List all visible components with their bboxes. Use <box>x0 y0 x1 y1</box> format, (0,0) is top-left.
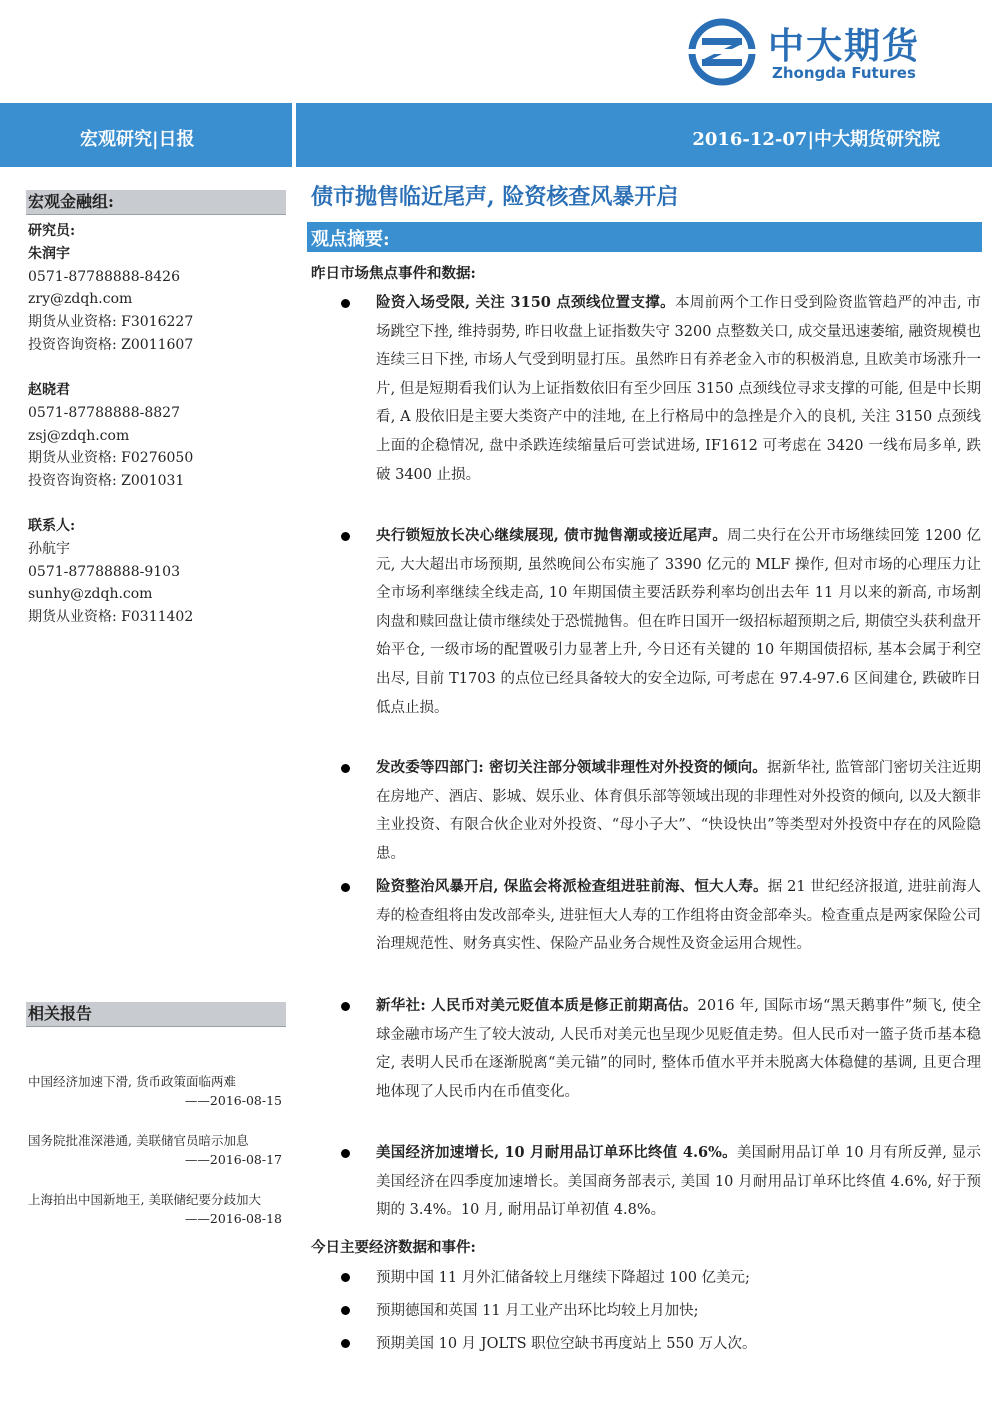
bullet-icon <box>341 1339 350 1348</box>
report-title: 债市抛售临近尾声, 险资核查风暴开启 <box>311 184 679 210</box>
summary-item <box>376 992 981 1106</box>
related-report-item[interactable] <box>28 1131 284 1169</box>
contact-1-futures-license: 期货从业资格: F0311402 <box>28 609 194 626</box>
researcher-1-name: 朱润宇 <box>28 245 70 262</box>
researcher-2-phone: 0571-87788888-8827 <box>28 404 180 421</box>
summary-item <box>376 522 981 722</box>
today-item: 预期美国 10 月 JOLTS 职位空缺书再度站上 550 万人次。 <box>376 1336 757 1352</box>
logo-text-cn: 中大期货 <box>768 26 921 67</box>
report-category: 宏观研究|日报 <box>80 129 195 150</box>
researcher-2-name: 赵晓君 <box>28 382 70 398</box>
bullet-icon <box>341 1002 350 1011</box>
researcher-1-email: zry@zdqh.com <box>28 291 133 308</box>
researcher-block <box>28 220 193 357</box>
bullet-icon <box>341 1306 350 1315</box>
bullet-icon <box>341 532 350 541</box>
contact-label: 联系人: <box>28 518 76 534</box>
header-band-left <box>0 103 292 167</box>
bullet-icon <box>341 1273 350 1282</box>
bullet-icon <box>341 1149 350 1158</box>
related-report-date: ——2016-08-17 <box>184 1152 282 1167</box>
section-heading-events: 昨日市场焦点事件和数据: <box>311 265 476 282</box>
researcher-label: 研究员: <box>28 223 76 239</box>
contact-1-phone: 0571-87788888-9103 <box>28 563 180 580</box>
contact-block <box>28 515 193 629</box>
bullet-icon <box>341 764 350 773</box>
contact-1-email: sunhy@zdqh.com <box>28 586 153 603</box>
section-heading-today: 今日主要经济数据和事件: <box>311 1239 476 1256</box>
summary-item-headline: 新华社: 人民币对美元贬值本质是修正前期高估。 <box>376 997 698 1014</box>
summary-item-text: 据 21 世纪经济报道, 进驻前海人寿的检查组将由发改部牵头, 进驻恒大人寿的工作组将由资金部牵头。检查重点是两家保险公司治理规范性、财务真实性、保险产品业务合规性及资金运用合规性。 <box>376 879 981 953</box>
summary-item-text: 美国耐用品订单 10 月有所反弹, 显示美国经济在四季度加速增长。美国商务部表示, 美国 10 月耐用品订单环比终值 4.6%, 好于预期的 3.4%。10 月, 耐用品订单初值 4.8%。 <box>376 1145 982 1219</box>
researcher-1-futures-license: 期货从业资格: F3016227 <box>28 314 194 331</box>
summary-bar <box>307 222 982 252</box>
researcher-2-email: zsj@zdqh.com <box>28 427 130 444</box>
summary-item-text: 周二央行在公开市场继续回笼 1200 亿元, 大大超出市场预期, 虽然晚间公布实施了 3390 亿元的 MLF 操作, 但对市场的心理压力让全市场利率继续全线走高, 10 年期国债主要活跃券利率均创出去年 11 月以来的新高, 市场割肉盘和赎回盘让债市继续处于恐慌抛售。但在昨日国开一级招标超预期之后, 期债空头获利盘开始平仓, 一级市场的配置吸引力显著上升, 今日还有关键的 10 年期国债招标, 基本会属于利空出尽, 目前 T1703 的点位已经具备较大的安全边际, 可考虑在 97.4-97.6 区间建仓, 跌破昨日低点止损。 <box>376 528 981 716</box>
zhongda-logo-icon <box>688 18 756 86</box>
related-report-title[interactable]: 中国经济加速下滑, 货币政策面临两难 <box>28 1074 236 1089</box>
logo-text-en: Zhongda Futures <box>772 64 916 82</box>
today-item: 预期中国 11 月外汇储备较上月继续下降超过 100 亿美元; <box>376 1270 750 1286</box>
company-logo <box>688 16 938 92</box>
summary-item-headline: 美国经济加速增长, 10 月耐用品订单环比终值 4.6%。 <box>376 1144 737 1161</box>
today-item: 预期德国和英国 11 月工业产出环比均较上月加快; <box>376 1303 699 1319</box>
sidebar-group-title: 宏观金融组: <box>26 190 286 215</box>
related-report-item[interactable] <box>28 1190 284 1228</box>
summary-item <box>376 754 981 868</box>
summary-item-headline: 险资整治风暴开启, 保监会将派检查组进驻前海、恒大人寿。 <box>376 878 768 895</box>
related-report-date: ——2016-08-18 <box>184 1211 282 1226</box>
summary-item-text: 据新华社, 监管部门密切关注近期在房地产、酒店、影城、娱乐业、体育俱乐部等领域出现的非理性对外投资的倾向, 以及大额非主业投资、有限合伙企业对外投资、“母小子大”、“快设快出”等类型对外投资中存在的风险隐患。 <box>376 760 982 862</box>
researcher-2-block <box>28 379 193 493</box>
researcher-1-invest-license: 投资咨询资格: Z0011607 <box>28 336 194 353</box>
related-reports-title: 相关报告 <box>26 1002 286 1027</box>
summary-item-headline: 发改委等四部门: 密切关注部分领域非理性对外投资的倾向。 <box>376 759 767 776</box>
summary-item-text: 本周前两个工作日受到险资监管趋严的冲击, 市场跳空下挫, 维持弱势, 昨日收盘上证指数失守 3200 点整数关口, 成交量迅速萎缩, 融资规模也连续三日下挫, 市场人气受到明显打压。虽然昨日有养老金入市的积极消息, 且欧美市场涨升一片, 但是短期看我们认为上证指数依旧有至少回压 3150 点颈线位寻求支撑的可能, 但是中长期看, A 股依旧是主要大类资产中的洼地, 在上行格局中的急挫是介入的良机, 关注 3150 点颈线上面的企稳情况, 盘中杀跌连续缩量后可尝试进场, IF1612 可考虑在 3420 一线布局多单, 跌破 3400 止损。 <box>376 295 981 483</box>
related-report-title[interactable]: 上海拍出中国新地王, 美联储纪要分歧加大 <box>28 1192 261 1207</box>
summary-item <box>376 1139 981 1225</box>
related-report-item[interactable] <box>28 1072 284 1110</box>
related-report-date: ——2016-08-15 <box>184 1093 282 1108</box>
header-band-right <box>296 103 992 167</box>
researcher-2-invest-license: 投资咨询资格: Z001031 <box>28 473 185 490</box>
researcher-2-futures-license: 期货从业资格: F0276050 <box>28 450 194 467</box>
summary-item-headline: 险资入场受限, 关注 3150 点颈线位置支撑。 <box>376 294 675 311</box>
summary-label: 观点摘要: <box>311 229 390 250</box>
contact-1-name: 孙航宇 <box>28 540 70 557</box>
bullet-icon <box>341 883 350 892</box>
summary-item <box>376 289 981 489</box>
summary-item <box>376 873 981 959</box>
summary-item-text: 2016 年, 国际市场“黑天鹅事件”频飞, 使全球金融市场产生了较大波动, 人民币对美元也呈现少见贬值走势。但人民币对一篮子货币基本稳定, 表明人民币在逐渐脱离“美元锚”的同时, 整体币值水平并未脱离大体稳健的基调, 且更合理地体现了人民币内在币值变化。 <box>376 998 981 1100</box>
related-report-title[interactable]: 国务院批准深港通, 美联储官员暗示加息 <box>28 1133 249 1148</box>
researcher-1-phone: 0571-87788888-8426 <box>28 268 180 285</box>
report-date-source: 2016-12-07|中大期货研究院 <box>692 129 940 150</box>
summary-item-headline: 央行锁短放长决心继续展现, 债市抛售潮或接近尾声。 <box>376 527 728 544</box>
bullet-icon <box>341 299 350 308</box>
